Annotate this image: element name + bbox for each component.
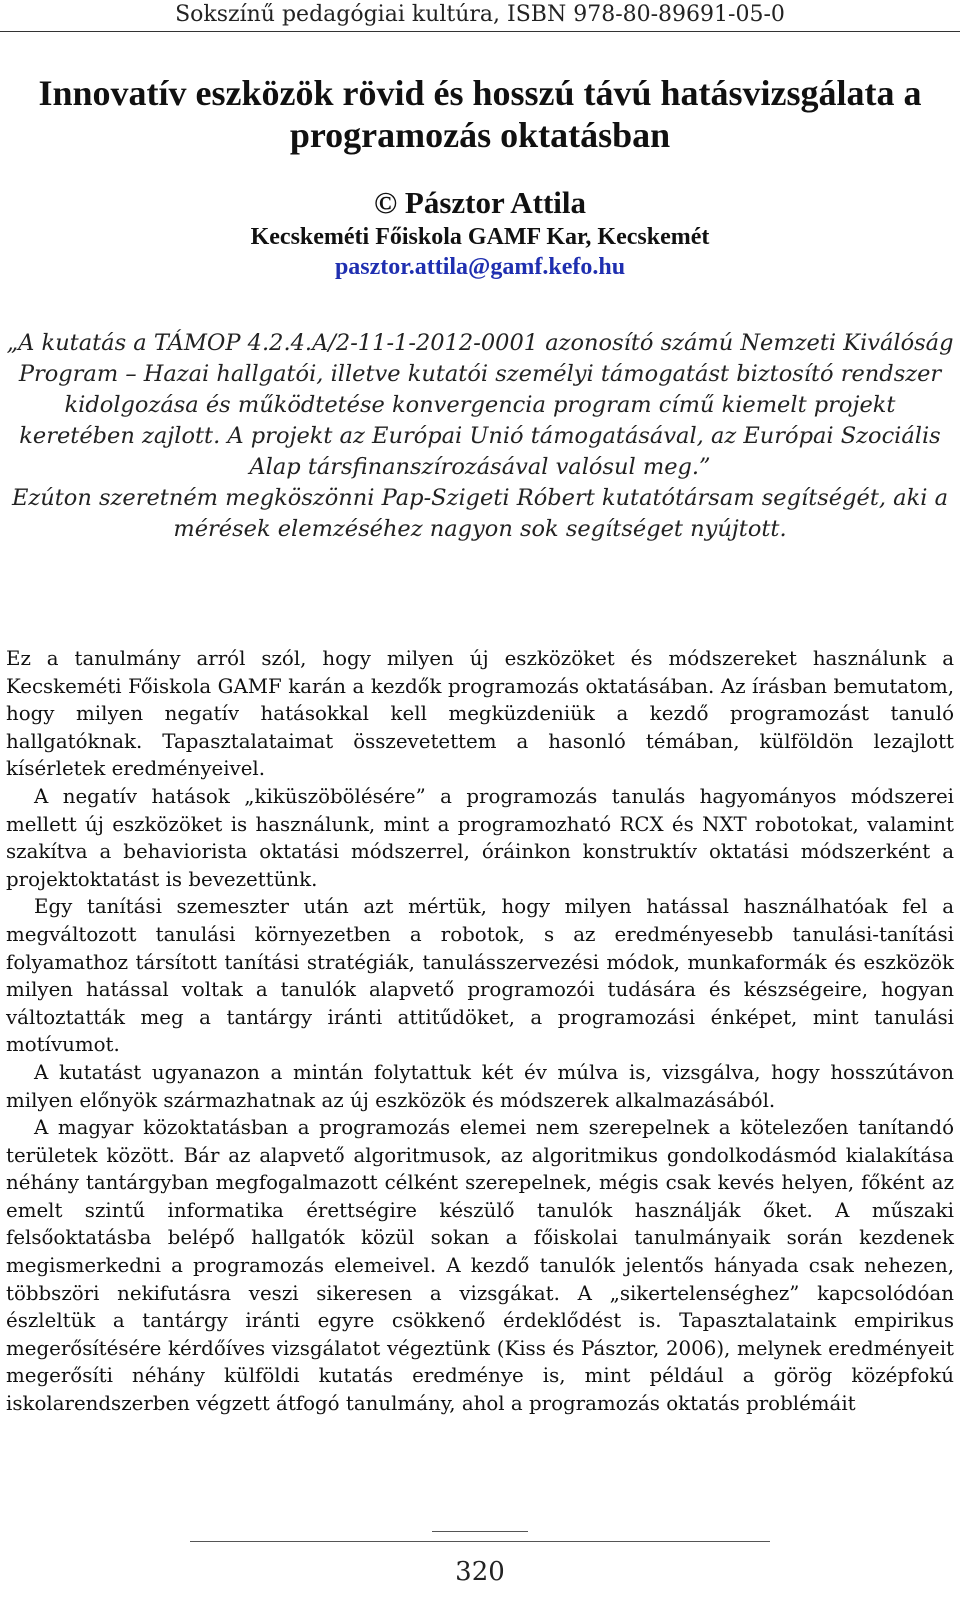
paragraph: A magyar közoktatásban a programozás elemei nem szerepelnek a kötelezően tanítandó területek között. Bár az alapvető algoritmusok, az algoritmikus gondolkodásmód kialakítása néhány tantárgyban megfogalmazott célként szerepelnek, mégis csak kevés helyen, főként az emelt szintű informatika érettségire készülő tanulók használják őket. A műszaki felsőoktatásba belépő hallgatók közül sokan a főiskolai tanulmányaik során kezdenek megismerkedni a programozás elemeivel. A kezdő tanulók jelentős hányada csak nehezen, többszöri nekifutásra veszi sikeresen a vizsgákat. A „sikertelenséghez” kapcsolódóan észleltük a tantárgy iránti egyre csökkenő érdeklődést is. Tapasztalataink empirikus megerősítésére kérdőíves vizsgálatot végeztünk (Kiss és Pásztor, 2006), melynek eredményeit megerősíti néhány külföldi kutatás eredménye is, mint például a görög középfokú iskolarendszerben végzett átfogó tanulmány, ahol a programozás oktatás problémáit — [6, 1116, 954, 1416]
author-name: © Pásztor Attila — [374, 185, 586, 220]
funding-statement: „A kutatás a TÁMOP 4.2.4.A/2-11-1-2012-0001 azonosító számú Nemzeti Kiválóság Program – Hazai hallgatói, illetve kutatói személyi támogatást biztosító rendszer kidolgozása és működtetése konvergencia program című kiemelt projekt keretében zajlott. A projekt az Európai Unió támogatásával, az Európai Szociális Alap társfinanszírozásával valósul meg.” — [6, 330, 954, 480]
running-header: Sokszínű pedagógiai kultúra, ISBN 978-80-89691-05-0 — [175, 2, 785, 27]
header-divider — [0, 31, 960, 32]
footer-divider-short — [432, 1531, 528, 1532]
paragraph: A kutatást ugyanazon a mintán folytattuk két év múlva is, vizsgálva, hogy hosszútávon milyen előnyök származhatnak az új eszközök és módszerek alkalmazásából. — [6, 1060, 954, 1112]
author-email[interactable]: pasztor.attila@gamf.kefo.hu — [334, 254, 626, 280]
footer-divider-long — [190, 1541, 770, 1542]
paragraph: Ez a tanulmány arról szól, hogy milyen új eszközöket és módszereket használunk a Kecskeméti Főiskola GAMF karán a kezdők programozás oktatásában. Az írásban bemutatom, hogy milyen negatív hatásokkal kell megküzdeniük a kezdő programozást tanuló hallgatóknak. Tapasztalataimat összevetettem a hasonló témában, külföldön lezajlott kísérletek eredményeivel. — [6, 647, 954, 781]
page-number: 320 — [455, 1557, 505, 1587]
paragraph: Egy tanítási szemeszter után azt mértük, hogy milyen hatással használhatóak fel a megváltozott tanulási környezetben a robotok, s az eredményesebb tanulási-tanítási folyamathoz társított tanítási stratégiák, tanulásszervezési módok, munkaformák és eszközök milyen hatással voltak a tanulók alapvető programozói tudására és készségeire, hogyan változtatták meg a tantárgy iránti attitűdöket, a programozási énképet, mint tanulási motívumot. — [6, 895, 954, 1057]
paper-title: Innovatív eszközök rövid és hosszú távú hatásvizsgálata a programozás oktatásban — [38, 73, 922, 155]
body-text — [6, 645, 954, 1418]
paragraph: A negatív hatások „kiküszöbölésére” a programozás tanulás hagyományos módszerei mellett új eszközöket is használunk, mint a programozható RCX és NXT robotokat, valamint szakítva a behaviorista oktatási módszerrel, óráinkon konstruktív oktatási módszerként a projektoktatást is bevezettünk. — [6, 784, 954, 891]
thanks-statement: Ezúton szeretném megköszönni Pap-Szigeti Róbert kutatótársam segítségét, aki a mérések elemzéséhez nagyon sok segítséget nyújtott. — [12, 485, 948, 542]
acknowledgement-section — [6, 328, 954, 545]
author-affiliation: Kecskeméti Főiskola GAMF Kar, Kecskemét — [250, 224, 710, 250]
